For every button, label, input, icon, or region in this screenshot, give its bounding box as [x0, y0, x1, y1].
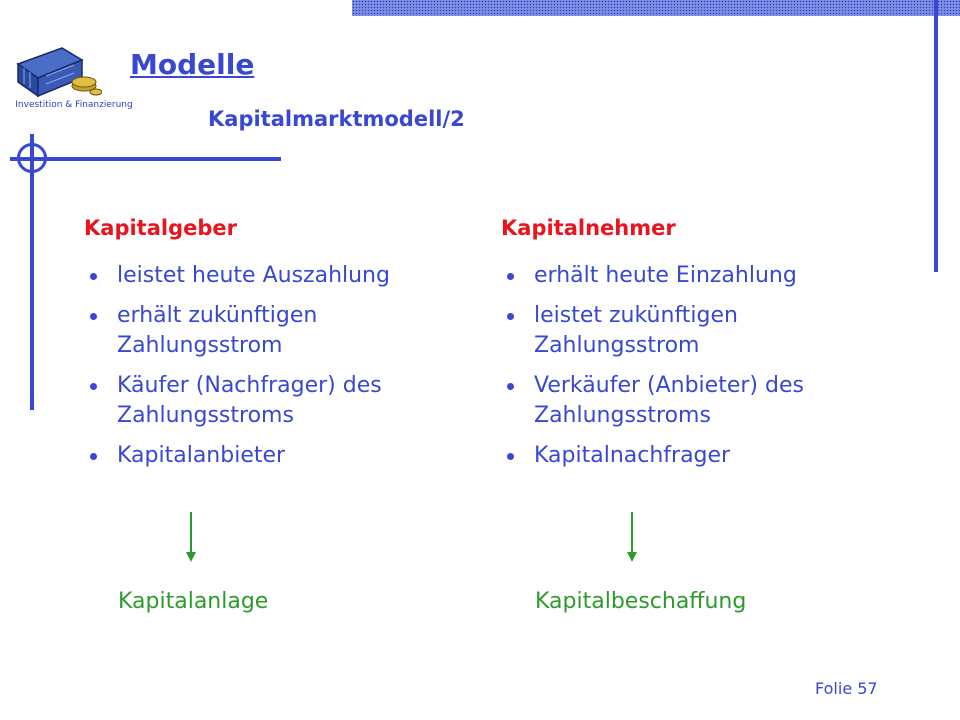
list-item-text: leistet zukünftigen Zahlungsstrom [534, 303, 738, 358]
list-item-text: Kapitalanbieter [117, 443, 286, 468]
slide-number: Folie 57 [815, 679, 878, 698]
bullet-icon [507, 453, 514, 460]
list-item-text: Verkäufer (Anbieter) des Zahlungsstroms [534, 373, 804, 428]
bullet-icon [507, 313, 514, 320]
bullet-list-kapitalgeber [84, 261, 424, 481]
list-item-text: leistet heute Auszahlung [117, 263, 390, 288]
money-stack-icon [12, 42, 102, 100]
list-item-text: erhält zukünftigen Zahlungsstrom [117, 303, 318, 358]
column-heading-kapitalgeber: Kapitalgeber [84, 216, 237, 240]
bullet-icon [507, 383, 514, 390]
arrow-down-icon [625, 512, 639, 562]
result-kapitalanlage: Kapitalanlage [118, 589, 269, 614]
bullet-icon [90, 273, 97, 280]
decorative-vertical-line-right [934, 0, 938, 272]
list-item [84, 371, 424, 431]
column-heading-kapitalnehmer: Kapitalnehmer [501, 216, 676, 240]
list-item-text: Käufer (Nachfrager) des Zahlungsstroms [117, 373, 382, 428]
list-item [501, 371, 841, 431]
list-item-text: erhält heute Einzahlung [534, 263, 797, 288]
result-kapitalbeschaffung: Kapitalbeschaffung [535, 589, 747, 614]
arrow-down-icon [184, 512, 198, 562]
bullet-icon [90, 313, 97, 320]
bullet-list-kapitalnehmer [501, 261, 841, 481]
list-item [501, 301, 841, 361]
header-pattern-band [352, 0, 960, 16]
crosshair-ring-icon [17, 143, 47, 173]
bullet-icon [90, 453, 97, 460]
logo-caption: Investition & Finanzierung [15, 100, 133, 110]
list-item [84, 261, 424, 291]
list-item [84, 441, 424, 471]
page-subtitle: Kapitalmarktmodell/2 [208, 107, 465, 131]
decorative-horizontal-line [10, 157, 281, 161]
list-item-text: Kapitalnachfrager [534, 443, 731, 468]
list-item [501, 441, 841, 471]
bullet-icon [507, 273, 514, 280]
list-item [84, 301, 424, 361]
list-item [501, 261, 841, 291]
decorative-vertical-line-left [30, 134, 34, 410]
bullet-icon [90, 383, 97, 390]
page-title: Modelle [130, 48, 255, 81]
